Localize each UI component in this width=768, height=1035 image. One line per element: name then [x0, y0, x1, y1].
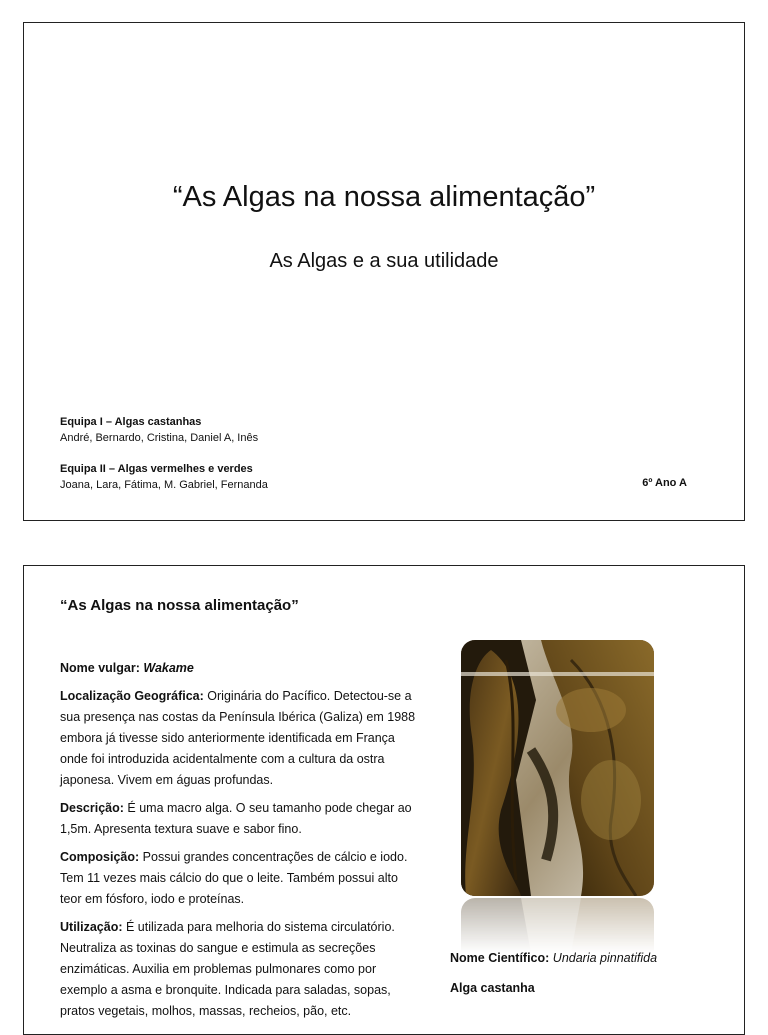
- use-label: Utilização:: [60, 920, 123, 934]
- scientific-name-label: Nome Científico:: [450, 951, 550, 965]
- team-one-heading: Equipa I – Algas castanhas: [60, 416, 202, 428]
- team-two-heading: Equipa II – Algas vermelhes e verdes: [60, 463, 253, 475]
- composition-label: Composição:: [60, 850, 140, 864]
- common-name-label: Nome vulgar:: [60, 661, 140, 675]
- reflection-image: [461, 898, 654, 953]
- team-two-members: Joana, Lara, Fátima, M. Gabriel, Fernanda: [60, 479, 268, 491]
- description-paragraph: [60, 798, 422, 840]
- wakame-image: [461, 640, 654, 896]
- slide-title: “As Algas na nossa alimentação”: [172, 181, 596, 213]
- seaweed-photo: [461, 640, 654, 896]
- use-paragraph: [60, 917, 422, 1022]
- seaweed-photo-reflection: [461, 898, 654, 953]
- algae-type: Alga castanha: [450, 981, 535, 995]
- scientific-name: [450, 951, 657, 965]
- scientific-name-value: Undaria pinnatifida: [552, 951, 658, 965]
- description-text: É uma macro alga. O seu tamanho pode chegar ao 1,5m. Apresenta textura suave e sabor fino.: [60, 801, 412, 836]
- description-label: Descrição:: [60, 801, 124, 815]
- common-name: [60, 658, 422, 679]
- composition-paragraph: [60, 847, 422, 910]
- algae-description: [60, 658, 422, 1029]
- title-slide: [23, 22, 745, 521]
- class-grade: 6º Ano A: [642, 477, 687, 489]
- composition-text: Possui grandes concentrações de cálcio e iodo. Tem 11 vezes mais cálcio do que o leite. Também possui alto teor em fósforo, iodo e proteínas.: [60, 850, 408, 906]
- common-name-value: Wakame: [143, 661, 194, 675]
- use-text: É utilizada para melhoria do sistema circulatório. Neutraliza as toxinas do sangue e estimula as secreções enzimáticas. Auxilia em problemas pulmonares como por exemplo a asma e bronquite. Indicada para saladas, sopas, pratos vegetais, molhos, massas, recheios, pão, etc.: [60, 920, 395, 1018]
- content-slide: [23, 565, 745, 1035]
- team-one-members: André, Bernardo, Cristina, Daniel A, Inês: [60, 432, 259, 444]
- slide-title: “As Algas na nossa alimentação”: [60, 597, 299, 614]
- location-paragraph: [60, 686, 422, 791]
- team-two: [60, 461, 268, 493]
- location-text: Originária do Pacífico. Detectou-se a sua presença nas costas da Península Ibérica (Galiza) em 1988 embora já tivesse sido anteriormente identificada em França onde foi introduzida acidentalmente com a cultura da ostra japonesa. Vivem em águas profundas.: [60, 689, 416, 787]
- slide-subtitle: As Algas e a sua utilidade: [269, 250, 499, 272]
- location-label: Localização Geográfica:: [60, 689, 204, 703]
- team-one: [60, 414, 258, 446]
